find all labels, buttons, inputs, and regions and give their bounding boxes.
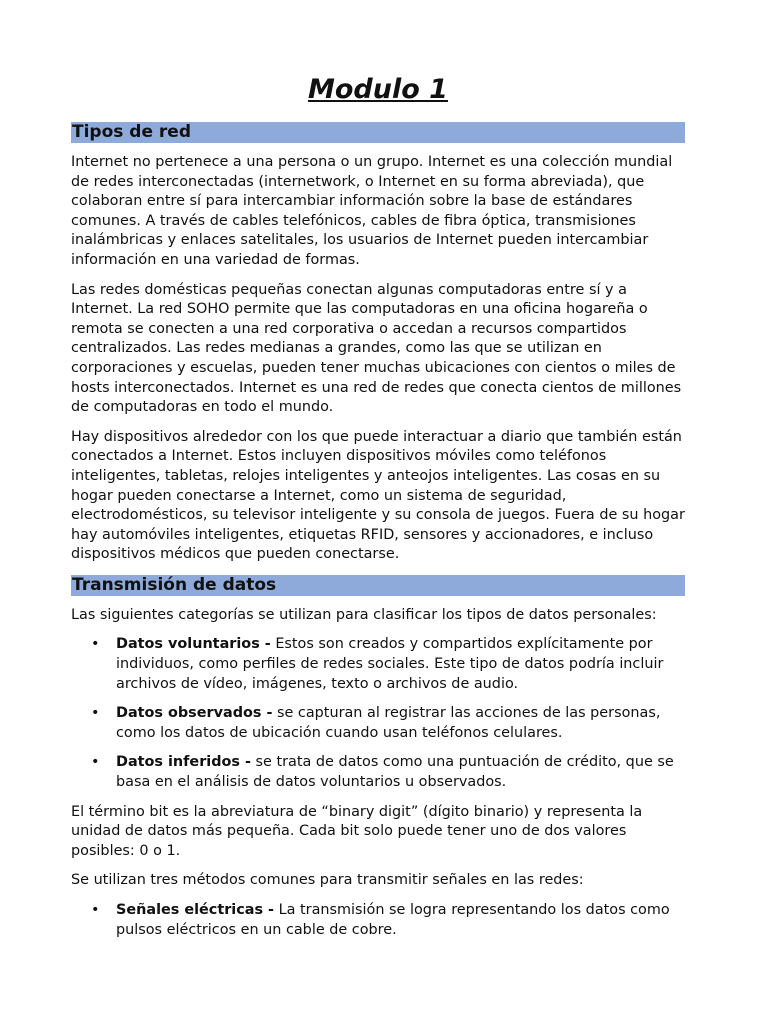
list-item	[71, 635, 685, 694]
paragraph: Internet no pertenece a una persona o un grupo. Internet es una colección mundial de redes interconectadas (internetwork, o Internet en su forma abreviada), que colaboran entre sí para intercambiar información sobre la base de estándares comunes. A través de cables telefónicos, cables de fibra óptica, transmisiones inalámbricas y enlaces satelitales, los usuarios de Internet pueden intercambiar información en una variedad de formas.	[71, 154, 673, 268]
bullet-list-signal-methods	[71, 901, 685, 940]
list-item	[71, 901, 685, 940]
document-page	[71, 72, 685, 950]
paragraph: Hay dispositivos alrededor con los que puede interactuar a diario que también están conectados a Internet. Estos incluyen dispositivos móviles como teléfonos inteligentes, tabletas, relojes inteligentes y anteojos inteligentes. Las cosas en su hogar pueden conectarse a Internet, como un sistema de seguridad, electrodomésticos, su televisor inteligente y su consola de juegos. Fuera de su hogar hay automóviles inteligentes, etiquetas RFID, sensores y accionadores, e incluso dispositivos médicos que pueden conectarse.	[71, 428, 685, 563]
bullet-text: se capturan al registrar las acciones de las personas, como los datos de ubicación cuando usan teléfonos celulares.	[116, 705, 661, 741]
bullet-text: La transmisión se logra representando los datos como pulsos eléctricos en un cable de cobre.	[116, 902, 670, 938]
paragraph: Las redes domésticas pequeñas conectan algunas computadoras entre sí y a Internet. La red SOHO permite que las computadoras en una oficina hogareña o remota se conecten a una red corporativa o accedan a recursos compartidos centralizados. Las redes medianas a grandes, como las que se utilizan en corporaciones y escuelas, pueden tener muchas ubicaciones con cientos o miles de hosts interconectados. Internet es una red de redes que conecta cientos de millones de computadoras en todo el mundo.	[71, 281, 682, 416]
bullet-text: se trata de datos como una puntuación de crédito, que se basa en el análisis de datos voluntarios u observados.	[116, 754, 674, 791]
paragraph: Se utilizan tres métodos comunes para transmitir señales en las redes:	[71, 872, 584, 889]
bullet-icon: •	[91, 754, 100, 771]
list-item	[71, 704, 685, 743]
bullet-icon: •	[91, 636, 100, 653]
bullet-icon: •	[91, 705, 100, 722]
bullet-term: Señales eléctricas -	[116, 902, 275, 918]
list-item	[71, 753, 685, 792]
bullet-list-data-types	[71, 635, 685, 792]
bullet-term: Datos voluntarios -	[116, 636, 271, 653]
bullet-icon: •	[91, 902, 100, 918]
bullet-term: Datos observados -	[116, 705, 273, 722]
section-heading-tipos-de-red: Tipos de red	[71, 122, 685, 143]
paragraph: El término bit es la abreviatura de “binary digit” (dígito binario) y representa la unidad de datos más pequeña. Cada bit solo puede tener uno de dos valores posibles: 0 o 1.	[71, 803, 643, 859]
bullet-term: Datos inferidos -	[116, 754, 251, 771]
paragraph: Las siguientes categorías se utilizan para clasificar los tipos de datos personales:	[71, 606, 657, 623]
section-heading-transmision-de-datos: Transmisión de datos	[71, 575, 685, 596]
document-title: Modulo 1	[308, 74, 448, 105]
bullet-text: Estos son creados y compartidos explícitamente por individuos, como perfiles de redes sociales. Este tipo de datos podría incluir archivos de vídeo, imágenes, texto o archivos de audio.	[116, 636, 664, 692]
